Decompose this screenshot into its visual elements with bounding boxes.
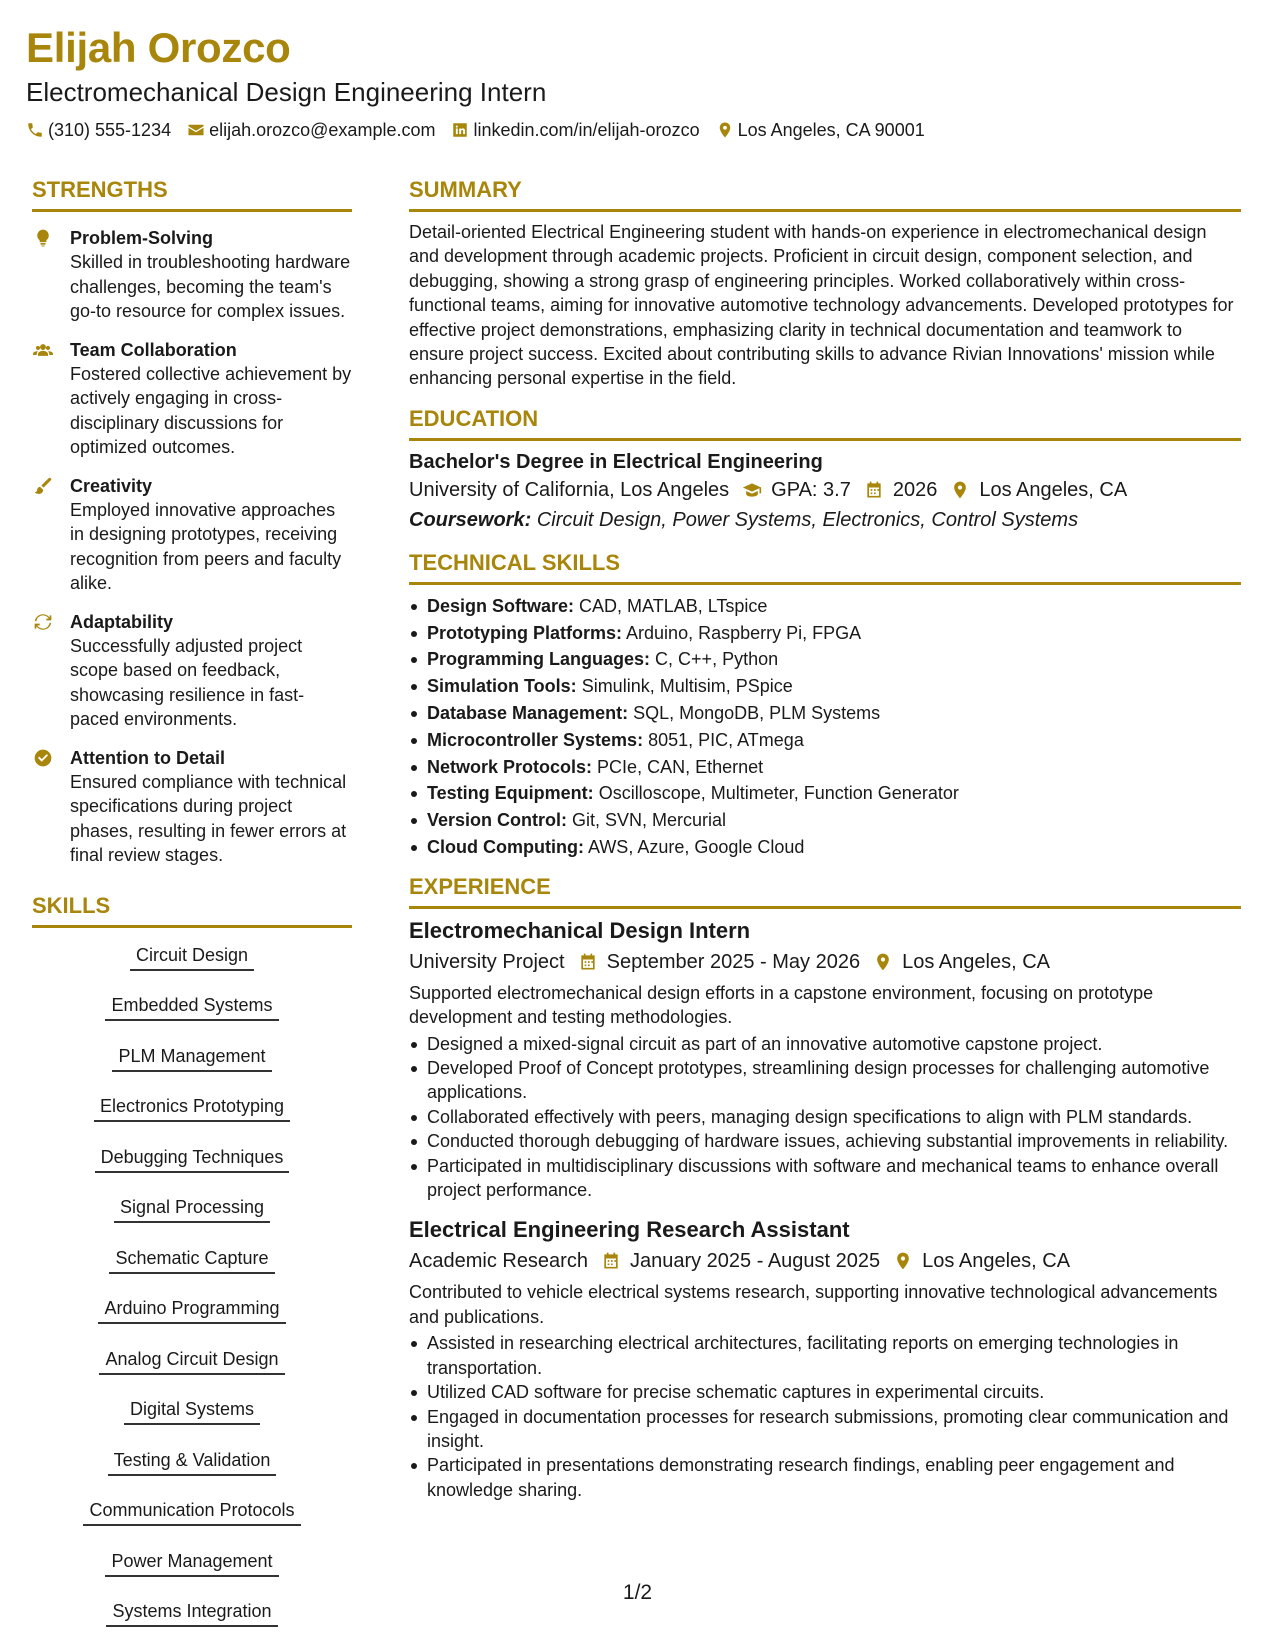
skill-tag: Schematic Capture xyxy=(109,1246,274,1274)
job-location: Los Angeles, CA xyxy=(922,1250,1071,1273)
technical-skill-label: Prototyping Platforms: xyxy=(427,622,623,643)
experience-bullet: Conducted thorough debugging of hardware issues, achieving substantial improvements in reliability. xyxy=(409,1129,1241,1153)
job-location: Los Angeles, CA xyxy=(902,950,1050,973)
job-dates: January 2025 - August 2025 xyxy=(629,1250,881,1273)
technical-skill-item xyxy=(409,807,1241,834)
strength-description: Skilled in troubleshooting hardware challenges, becoming the team's go-to resource for complex issues. xyxy=(70,252,351,321)
technical-skill-value: 8051, PIC, ATmega xyxy=(648,729,804,750)
strength-item xyxy=(32,746,352,868)
education-location: Los Angeles, CA xyxy=(979,478,1128,501)
skill-tag: Communication Protocols xyxy=(83,1498,300,1526)
technical-skill-label: Simulation Tools: xyxy=(427,676,577,697)
left-column xyxy=(32,176,352,1643)
skills-heading: SKILLS xyxy=(32,892,352,928)
job-bullets xyxy=(409,1331,1241,1502)
experience-bullet: Utilized CAD software for precise schematic captures in experimental circuits. xyxy=(409,1380,1241,1404)
skill-tag: Debugging Techniques xyxy=(95,1145,290,1173)
technical-skill-value: Simulink, Multisim, PSpice xyxy=(581,676,793,697)
education-coursework xyxy=(409,505,1241,535)
calendar-icon xyxy=(600,1251,622,1271)
technical-skill-value: SQL, MongoDB, PLM Systems xyxy=(633,703,881,724)
technical-skill-value: Arduino, Raspberry Pi, FPGA xyxy=(626,622,862,643)
strengths-heading: STRENGTHS xyxy=(32,176,352,212)
email-text: elijah.orozco@example.com xyxy=(209,120,436,140)
skill-tag: Systems Integration xyxy=(106,1599,277,1627)
technical-skill-label: Design Software: xyxy=(427,595,575,616)
technical-skill-item xyxy=(409,620,1241,647)
brush-icon xyxy=(32,476,54,496)
location-text: Los Angeles, CA 90001 xyxy=(737,120,925,140)
technical-skill-item xyxy=(409,727,1241,754)
check-circle-icon xyxy=(32,748,54,768)
contact-email[interactable] xyxy=(187,118,435,142)
technical-skill-label: Network Protocols: xyxy=(427,756,593,777)
strength-description: Fostered collective achievement by actively engaging in cross-disciplinary discussions for optimized outcomes. xyxy=(70,363,352,457)
envelope-icon xyxy=(187,121,205,139)
summary-text: Detail-oriented Electrical Engineering student with hands-on experience in electromechanical design and development through academic projects. Proficient in circuit design, component selection, and debugging, showing a strong grasp of engineering principles. Worked collaboratively within cross-functional teams, aiming for innovative automotive technology advancements. Developed prototypes for effective project demonstrations, emphasizing clarity in technical documentation and teamwork to ensure project success. Excited about contributing skills to advance Rivian Innovations' mission while enhancing personal expertise in the field. xyxy=(409,222,1234,389)
job-org: University Project xyxy=(409,950,565,973)
lightbulb-icon xyxy=(32,228,54,248)
strength-description: Ensured compliance with technical specifications during project phases, resulting in fewer errors at final review stages. xyxy=(70,771,347,865)
technical-skill-value: Git, SVN, Mercurial xyxy=(572,810,727,831)
technical-skill-label: Version Control: xyxy=(427,810,568,831)
strength-item xyxy=(32,610,352,732)
strengths-list xyxy=(32,226,352,868)
technical-skill-item xyxy=(409,780,1241,807)
skill-tag: Power Management xyxy=(105,1549,278,1577)
graduation-cap-icon xyxy=(741,480,763,500)
candidate-name: Elijah Orozco xyxy=(26,24,291,71)
calendar-icon xyxy=(577,952,599,972)
contact-linkedin[interactable] xyxy=(451,118,699,142)
job-meta xyxy=(409,1246,1241,1276)
technical-skill-item xyxy=(409,834,1241,861)
strength-title: Adaptability xyxy=(70,611,174,632)
page-number: 1/2 xyxy=(622,1581,653,1604)
coursework-text: Circuit Design, Power Systems, Electronics, Control Systems xyxy=(536,508,1079,531)
experience-heading: EXPERIENCE xyxy=(409,873,1241,909)
summary-heading: SUMMARY xyxy=(409,176,1241,212)
experience-bullet: Participated in multidisciplinary discussions with software and mechanical teams to enhance overall project performance. xyxy=(409,1154,1241,1203)
candidate-title: Electromechanical Design Engineering Intern xyxy=(26,77,547,107)
technical-skill-label: Testing Equipment: xyxy=(427,783,594,804)
map-pin-icon xyxy=(892,1251,914,1271)
coursework-label: Coursework: xyxy=(409,508,532,531)
contact-location xyxy=(716,118,925,142)
experience-bullet: Participated in presentations demonstrating research findings, enabling peer engagement and knowledge sharing. xyxy=(409,1453,1241,1502)
technical-skills-heading: TECHNICAL SKILLS xyxy=(409,549,1241,585)
skill-tag: Digital Systems xyxy=(124,1397,260,1425)
strength-item xyxy=(32,338,352,460)
education-heading: EDUCATION xyxy=(409,405,1241,441)
job-dates: September 2025 - May 2026 xyxy=(606,950,861,973)
skill-tag: Analog Circuit Design xyxy=(99,1347,284,1375)
job-title: Electrical Engineering Research Assistant xyxy=(409,1217,850,1243)
strength-title: Problem-Solving xyxy=(70,228,214,248)
phone-text: (310) 555-1234 xyxy=(48,120,172,140)
technical-skill-item xyxy=(409,700,1241,727)
technical-skill-label: Programming Languages: xyxy=(427,649,651,670)
technical-skill-item xyxy=(409,754,1241,781)
technical-skills-list xyxy=(409,593,1241,861)
experience-bullet: Engaged in documentation processes for research submissions, promoting clear communication and insight. xyxy=(409,1405,1241,1454)
technical-skill-item xyxy=(409,673,1241,700)
contact-phone[interactable] xyxy=(26,118,171,142)
experience-bullet: Designed a mixed-signal circuit as part of an innovative automotive capstone project. xyxy=(409,1032,1241,1056)
skill-tag: Testing & Validation xyxy=(108,1448,277,1476)
technical-skill-label: Microcontroller Systems: xyxy=(427,729,644,750)
experience-item xyxy=(409,1202,1241,1502)
experience-bullet: Assisted in researching electrical architectures, facilitating reports on emerging technologies in transportation. xyxy=(409,1331,1241,1380)
map-pin-icon xyxy=(716,121,734,139)
experience-bullet: Developed Proof of Concept prototypes, streamlining design processes for challenging automotive applications. xyxy=(409,1056,1241,1105)
strength-item xyxy=(32,226,352,324)
technical-skill-value: CAD, MATLAB, LTspice xyxy=(579,595,768,616)
strength-description: Employed innovative approaches in designing prototypes, receiving recognition from peers and faculty alike. xyxy=(70,499,342,593)
technical-skill-value: PCIe, CAN, Ethernet xyxy=(597,756,764,777)
skill-tag: Circuit Design xyxy=(130,943,254,971)
skills-list xyxy=(32,936,352,1643)
sync-icon xyxy=(32,612,54,632)
job-summary: Supported electromechanical design efforts in a capstone environment, focusing on prototype development and testing methodologies. xyxy=(409,982,1154,1028)
technical-skill-item xyxy=(409,593,1241,620)
experience-bullet: Collaborated effectively with peers, managing design specifications to align with PLM standards. xyxy=(409,1105,1241,1129)
technical-skill-value: AWS, Azure, Google Cloud xyxy=(587,837,805,858)
strength-item xyxy=(32,474,352,596)
strength-description: Successfully adjusted project scope based on feedback, showcasing resilience in fast-paced environments. xyxy=(70,635,305,729)
users-icon xyxy=(32,340,54,360)
education-school: University of California, Los Angeles xyxy=(409,478,730,501)
skill-tag: Electronics Prototyping xyxy=(94,1094,290,1122)
technical-skill-label: Database Management: xyxy=(427,703,629,724)
technical-skill-value: C, C++, Python xyxy=(655,649,779,670)
right-column xyxy=(409,176,1241,1502)
phone-icon xyxy=(26,121,44,139)
strength-title: Team Collaboration xyxy=(70,339,237,360)
contact-row xyxy=(26,118,1256,142)
map-pin-icon xyxy=(949,480,971,500)
skill-tag: Arduino Programming xyxy=(98,1296,285,1324)
linkedin-icon xyxy=(451,121,469,139)
job-org: Academic Research xyxy=(409,1250,588,1273)
skill-tag: Embedded Systems xyxy=(105,993,278,1021)
job-meta xyxy=(409,947,1241,977)
education-degree: Bachelor's Degree in Electrical Engineering xyxy=(409,450,823,473)
experience-list xyxy=(409,917,1241,1502)
calendar-icon xyxy=(863,480,885,500)
job-title: Electromechanical Design Intern xyxy=(409,917,751,943)
job-summary: Contributed to vehicle electrical systems research, supporting innovative technological advancements and publications. xyxy=(409,1282,1218,1327)
skill-tag: PLM Management xyxy=(112,1044,271,1072)
map-pin-icon xyxy=(872,952,894,972)
job-bullets xyxy=(409,1032,1241,1203)
linkedin-text: linkedin.com/in/elijah-orozco xyxy=(473,120,700,140)
skill-tag: Signal Processing xyxy=(114,1195,270,1223)
education-year: 2026 xyxy=(892,478,938,501)
education-meta xyxy=(409,475,1241,505)
education-gpa: GPA: 3.7 xyxy=(771,478,851,501)
technical-skill-item xyxy=(409,646,1241,673)
technical-skill-label: Cloud Computing: xyxy=(427,837,584,858)
resume-header xyxy=(26,22,1256,142)
technical-skill-value: Oscilloscope, Multimeter, Function Generator xyxy=(598,783,959,804)
strength-title: Attention to Detail xyxy=(70,747,225,768)
strength-title: Creativity xyxy=(70,475,153,496)
experience-item xyxy=(409,917,1241,1203)
